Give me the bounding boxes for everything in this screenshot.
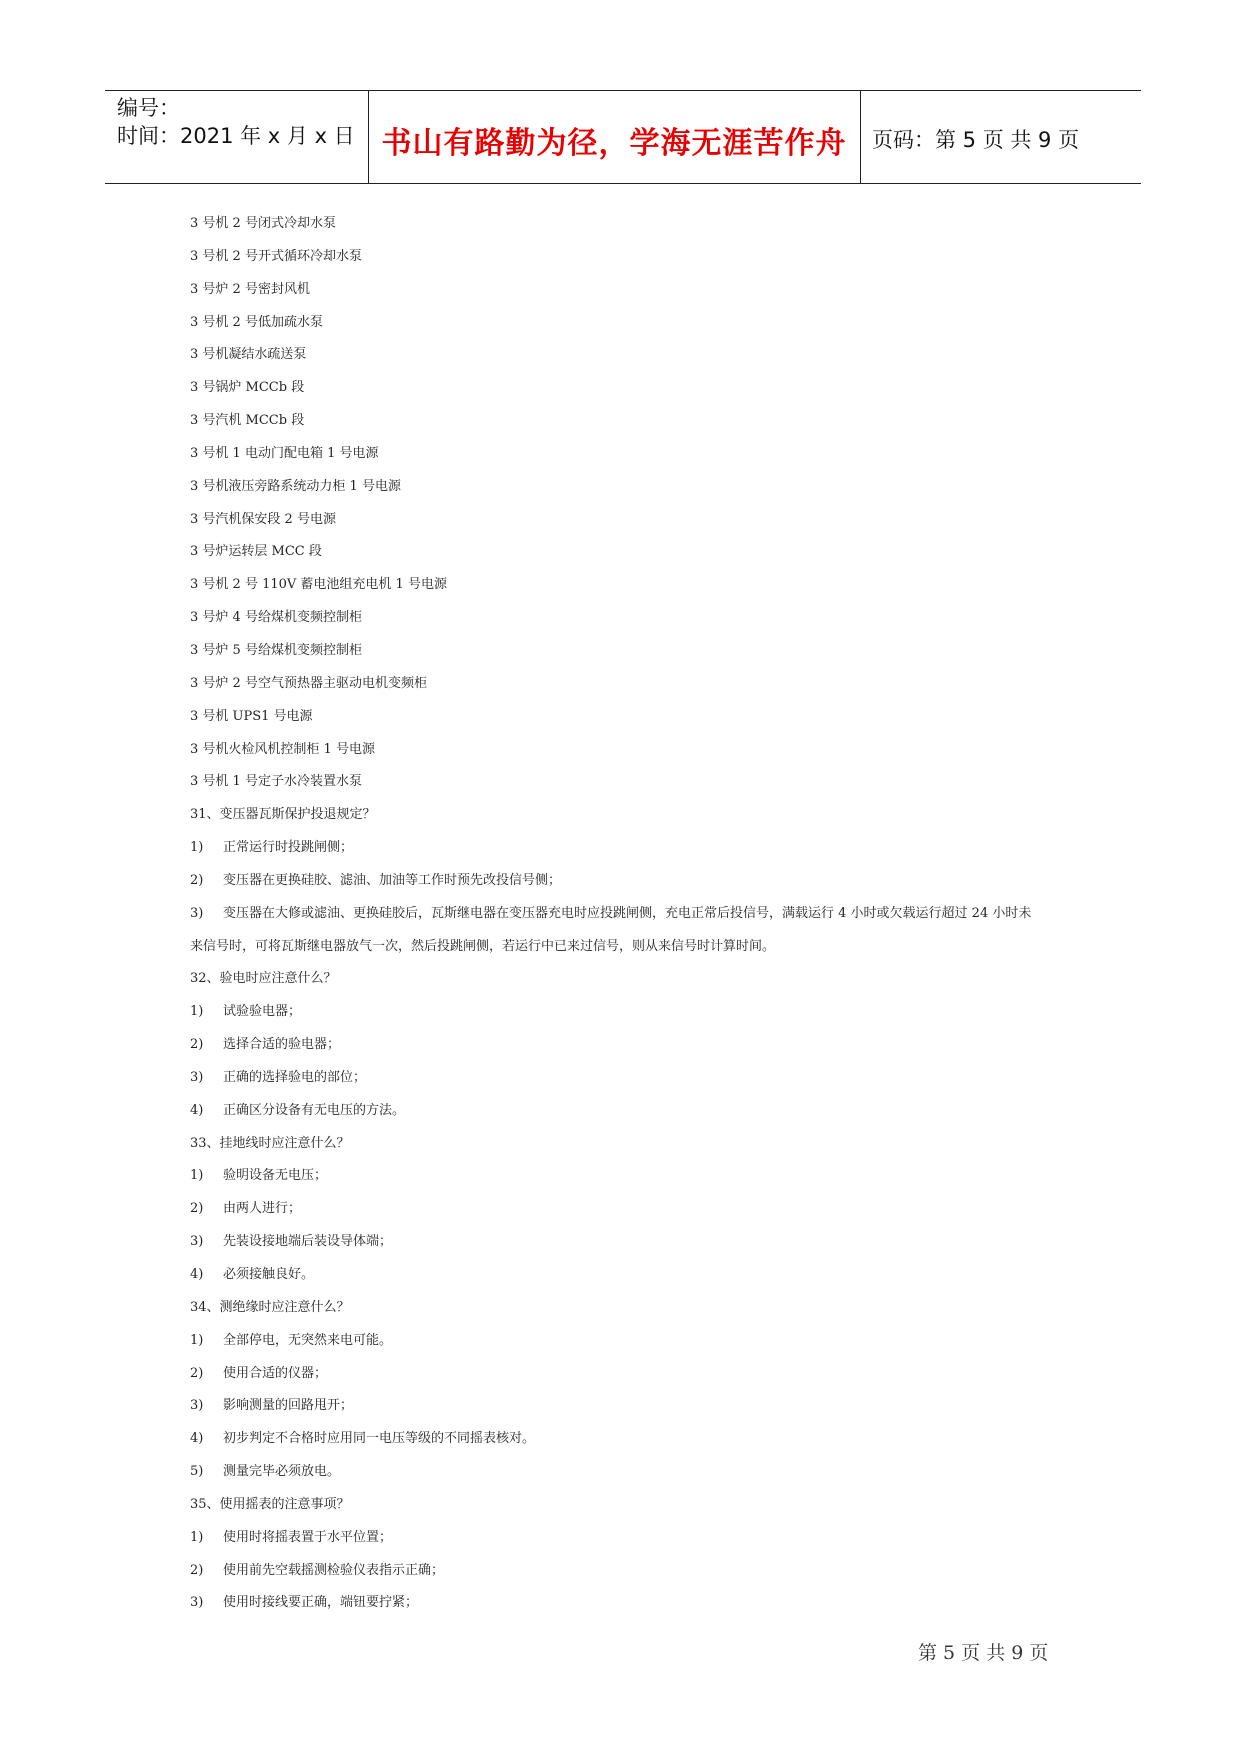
list-item	[190, 1200, 1070, 1218]
equipment-line: 3 号炉 5 号给煤机变频控制柜	[190, 642, 362, 658]
equipment-line: 3 号炉运转层 MCC 段	[190, 544, 322, 560]
equipment-line: 3 号机 1 电动门配电箱 1 号电源	[190, 445, 379, 461]
list-item-number: 1)	[190, 1529, 204, 1545]
list-item-number: 3)	[190, 1595, 204, 1611]
list-item	[190, 1266, 1070, 1284]
list-item-text: 使用前先空载摇测检验仪表指示正确；	[223, 1562, 445, 1578]
list-item-text: 验明设备无电压；	[223, 1168, 328, 1184]
list-item-text: 全部停电，无突然来电可能。	[223, 1332, 393, 1348]
list-item-number: 4)	[190, 1102, 204, 1118]
list-item	[190, 1332, 1070, 1350]
list-item-number: 2)	[190, 872, 204, 888]
list-item	[190, 1529, 1070, 1547]
list-item-number: 3)	[190, 905, 204, 921]
equipment-line: 3 号锅炉 MCCb 段	[190, 380, 305, 396]
list-item-number: 5)	[190, 1464, 204, 1480]
list-item	[190, 872, 1070, 890]
list-item	[190, 839, 1070, 857]
equipment-line: 3 号炉 2 号密封风机	[190, 281, 310, 297]
equipment-line: 3 号炉 4 号给煤机变频控制柜	[190, 610, 362, 626]
list-item-text: 使用时接线要正确，端钮要拧紧；	[223, 1595, 419, 1611]
list-item	[190, 1036, 1070, 1054]
list-item-number: 2)	[190, 1037, 204, 1053]
equipment-line: 3 号炉 2 号空气预热器主驱动电机变频柜	[190, 675, 427, 691]
list-item-text: 选择合适的验电器；	[223, 1037, 341, 1053]
list-item-text: 试验验电器；	[223, 1004, 302, 1020]
header-page-number: 页码：第 5 页 共 9 页	[872, 128, 1080, 152]
equipment-line: 3 号机 1 号定子水冷装置水泵	[190, 774, 362, 790]
question-title: 32、验电时应注意什么？	[190, 971, 337, 987]
equipment-line: 3 号机 2 号闭式冷却水泵	[190, 216, 336, 231]
list-item-text: 由两人进行；	[223, 1201, 302, 1217]
equipment-line: 3 号汽机保安段 2 号电源	[190, 511, 336, 527]
list-item-text: 正确的选择验电的部位；	[223, 1069, 367, 1085]
list-item	[190, 1167, 1070, 1185]
header-divider-right	[860, 90, 861, 183]
time-label: 时间：2021 年 x 月 x 日	[117, 124, 355, 148]
list-item-text: 必须接触良好。	[223, 1267, 315, 1282]
list-item-text: 先装设接地端后装设导体端；	[223, 1234, 393, 1250]
equipment-line: 3 号汽机 MCCb 段	[190, 413, 305, 429]
equipment-line: 3 号机火检风机控制柜 1 号电源	[190, 741, 375, 757]
list-item-number: 3)	[190, 1234, 204, 1250]
list-item	[190, 1365, 1070, 1383]
list-item-text: 正常运行时投跳闸侧；	[223, 840, 354, 856]
list-item-text: 使用时将摇表置于水平位置；	[223, 1529, 393, 1545]
list-item	[190, 1397, 1070, 1415]
equipment-line: 3 号机液压旁路系统动力柜 1 号电源	[190, 478, 401, 494]
list-item-number: 1)	[190, 840, 204, 856]
list-item-number: 4)	[190, 1267, 204, 1282]
list-item-text: 使用合适的仪器；	[223, 1365, 328, 1381]
list-item-text: 变压器在大修或滤油、更换硅胶后，瓦斯继电器在变压器充电时应投跳闸侧，充电正常后投信号，满载运行 4 小时或欠载运行超过 24 小时未	[223, 905, 1032, 921]
page-footer-number: 第 5 页 共 9 页	[918, 1642, 1049, 1664]
list-item	[190, 905, 1070, 923]
equipment-line: 3 号机 2 号 110V 蓄电池组充电机 1 号电源	[190, 577, 447, 593]
equipment-line: 3 号机 2 号低加疏水泵	[190, 314, 323, 330]
list-item	[190, 1562, 1070, 1580]
question-title: 31、变压器瓦斯保护投退规定？	[190, 807, 376, 823]
list-item-text: 变压器在更换硅胶、滤油、加油等工作时预先改投信号侧；	[223, 872, 562, 888]
list-item-number: 1)	[190, 1004, 204, 1020]
list-item-text: 初步判定不合格时应用同一电压等级的不同摇表核对。	[223, 1431, 536, 1447]
equipment-line: 3 号机 UPS1 号电源	[190, 708, 313, 724]
question-title: 35、使用摇表的注意事项？	[190, 1496, 350, 1512]
list-item-number: 3)	[190, 1069, 204, 1085]
equipment-line: 3 号机 2 号开式循环冷却水泵	[190, 248, 362, 264]
header-bottom-rule	[105, 183, 1141, 184]
list-item	[190, 1463, 1070, 1481]
list-item	[190, 1430, 1070, 1448]
list-item	[190, 1069, 1070, 1087]
question-title: 34、测绝缘时应注意什么？	[190, 1299, 350, 1315]
list-item-number: 2)	[190, 1201, 204, 1217]
list-item-text: 正确区分设备有无电压的方法。	[223, 1102, 406, 1118]
list-item-text: 测量完毕必须放电。	[223, 1464, 341, 1480]
header-top-rule	[105, 90, 1141, 91]
list-item-number: 1)	[190, 1168, 204, 1184]
list-item	[190, 1003, 1070, 1021]
header-motto: 书山有路勤为径，学海无涯苦作舟	[381, 126, 847, 161]
document-body	[190, 215, 1070, 1627]
list-item-number: 2)	[190, 1365, 204, 1381]
question-title: 33、挂地线时应注意什么？	[190, 1135, 350, 1151]
list-item-number: 1)	[190, 1332, 204, 1348]
list-item	[190, 1102, 1070, 1120]
serial-number-label: 编号：	[117, 96, 180, 120]
list-item	[190, 1233, 1070, 1251]
list-item-text: 影响测量的回路甩开；	[223, 1398, 354, 1414]
list-item-number: 2)	[190, 1562, 204, 1578]
list-item-continuation: 来信号时，可将瓦斯继电器放气一次，然后投跳闸侧，若运行中已来过信号，则从来信号时计算时间。	[190, 938, 776, 954]
equipment-line: 3 号机凝结水疏送泵	[190, 347, 307, 363]
list-item-number: 4)	[190, 1431, 204, 1447]
list-item	[190, 1594, 1070, 1612]
list-item-number: 3)	[190, 1398, 204, 1414]
